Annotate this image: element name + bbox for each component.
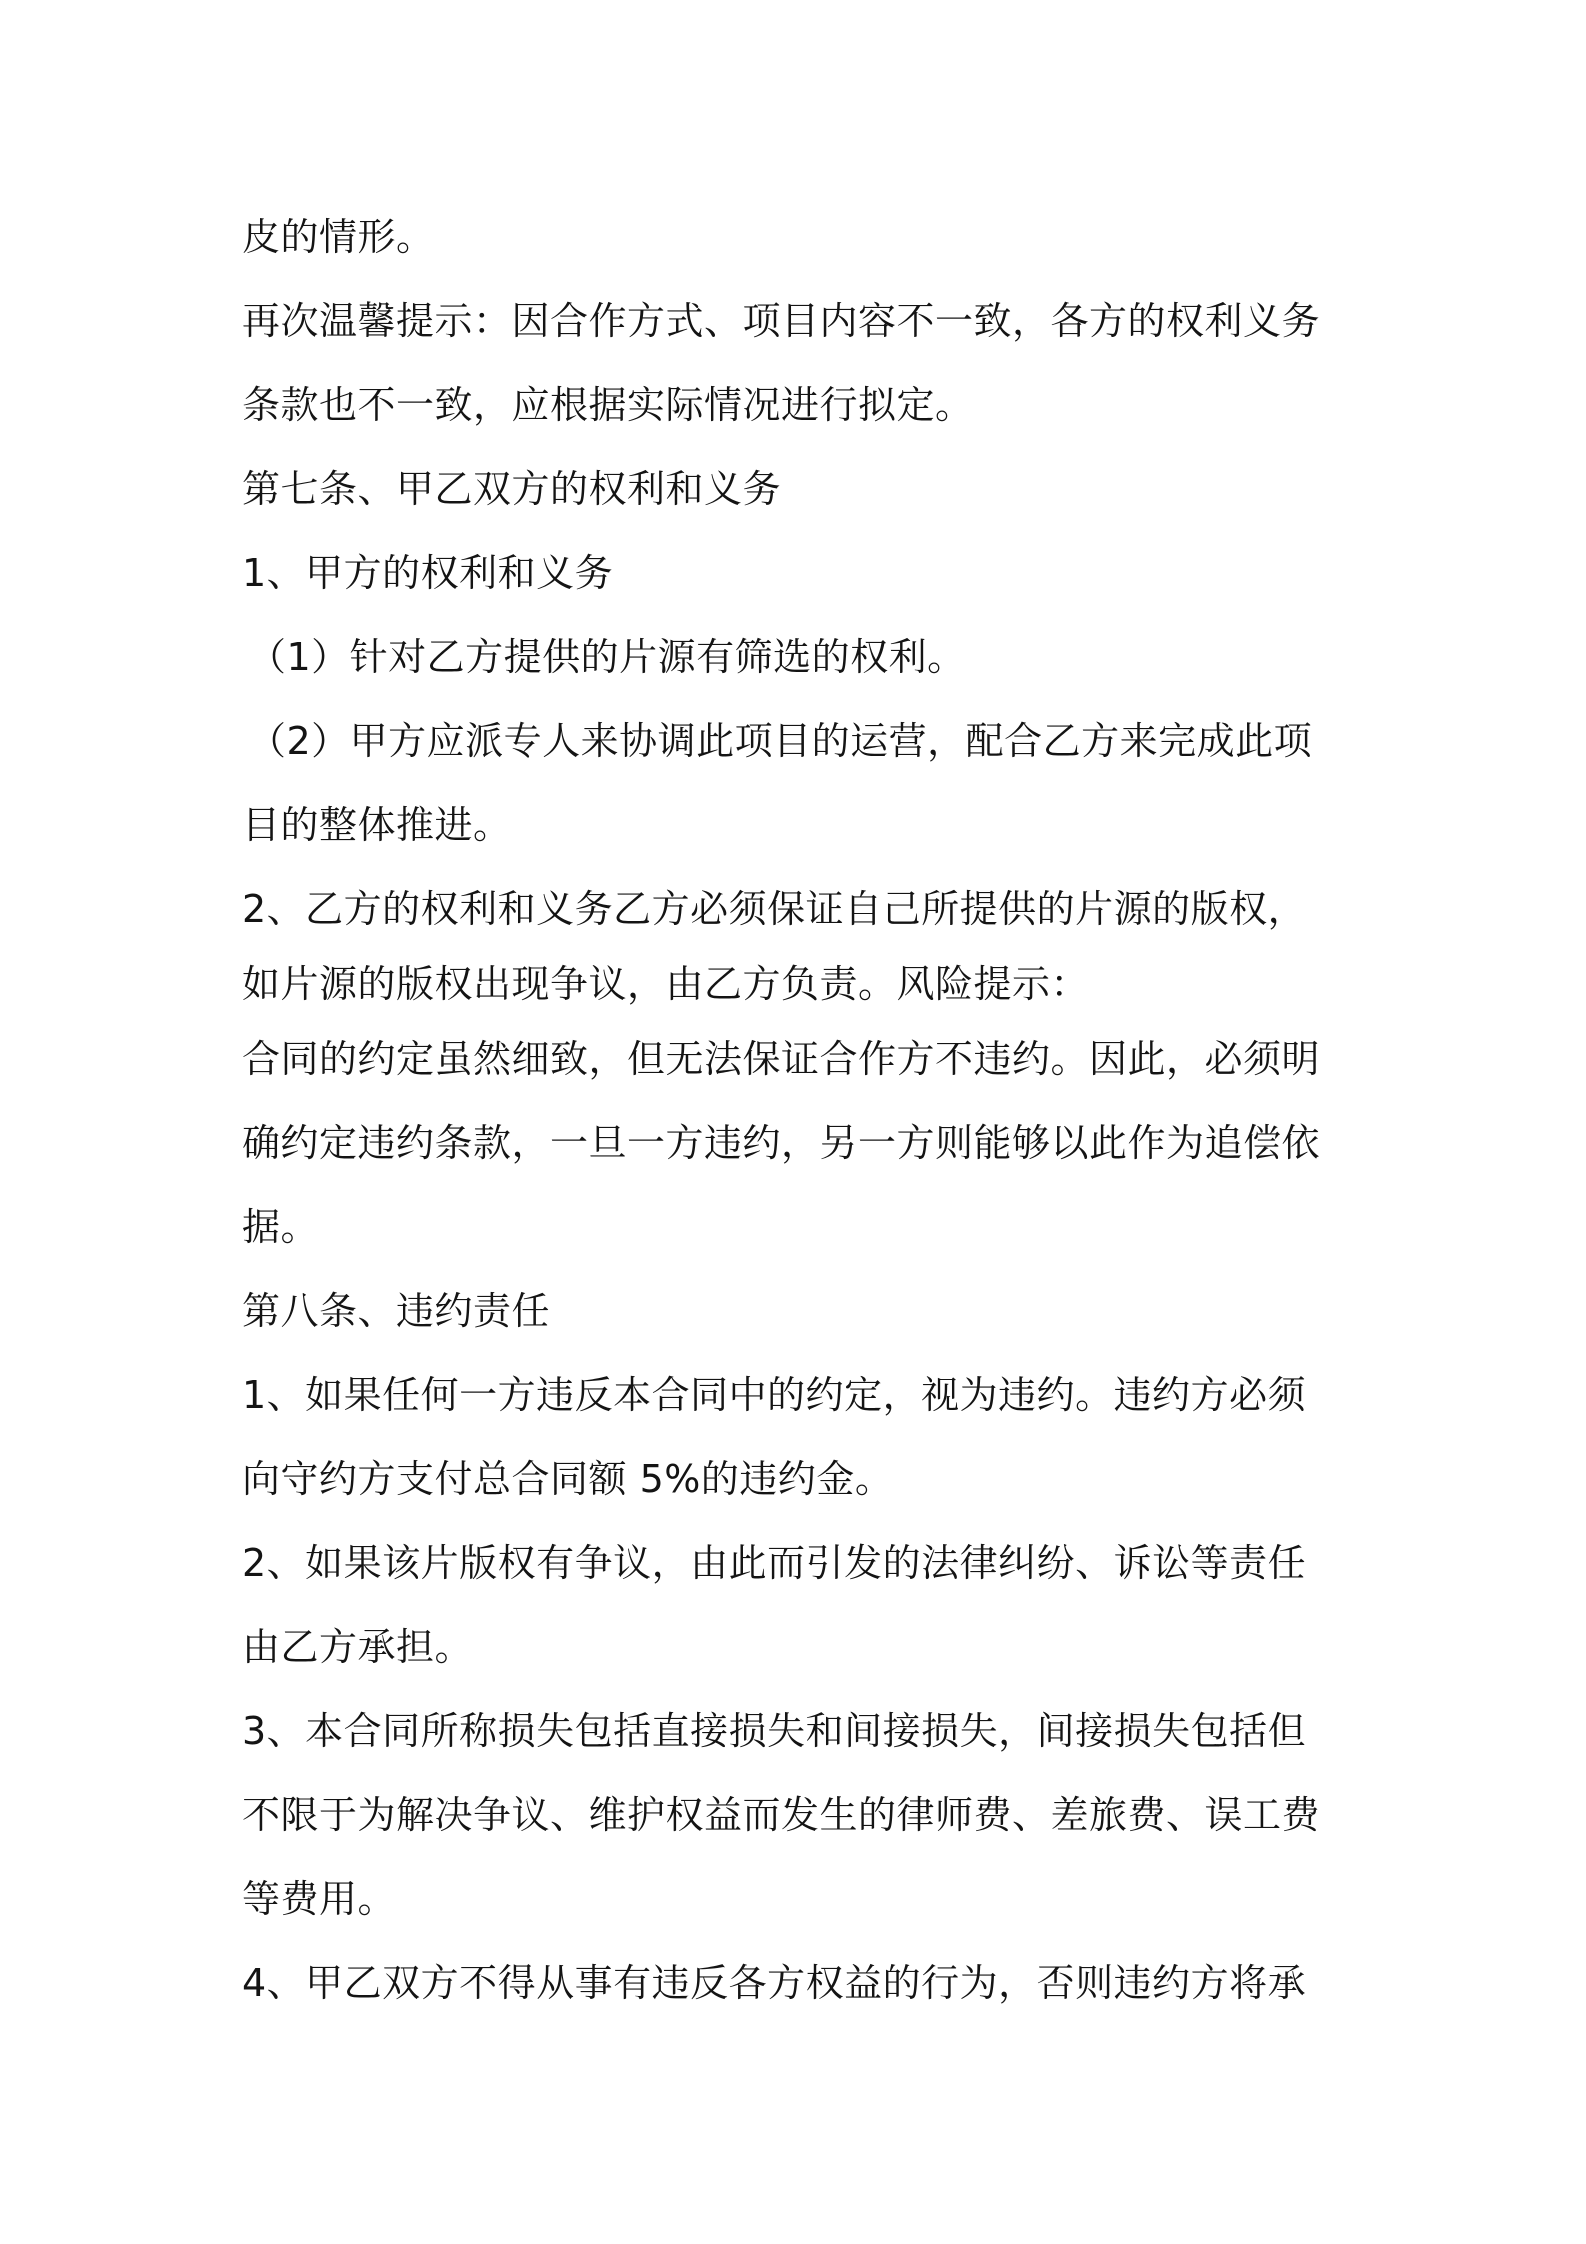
list-item: 4、甲乙双方不得从事有违反各方权益的行为，否则违约方将承 xyxy=(242,1961,1307,2005)
text-line: 如片源的版权出现争议，由乙方负责。风险提示： xyxy=(242,962,1090,1006)
list-item: 1、如果任何一方违反本合同中的约定，视为违约。违约方必须 xyxy=(242,1373,1307,1417)
section-heading-article-7: 第七条、甲乙双方的权利和义务 xyxy=(242,467,782,511)
text-line: 确约定违约条款，一旦一方违约，另一方则能够以此作为追偿依 xyxy=(242,1121,1321,1165)
text-line: 皮的情形。 xyxy=(242,215,435,259)
list-item: （2）甲方应派专人来协调此项目的运营，配合乙方来完成此项 xyxy=(248,719,1313,763)
list-item: 2、如果该片版权有争议，由此而引发的法律纠纷、诉讼等责任 xyxy=(242,1541,1307,1585)
text-line: 再次温馨提示：因合作方式、项目内容不一致，各方的权利义务 xyxy=(242,299,1321,343)
subheading-party-b: 2、乙方的权利和义务乙方必须保证自己所提供的片源的版权， xyxy=(242,887,1307,931)
list-item: （1）针对乙方提供的片源有筛选的权利。 xyxy=(248,635,966,679)
text-line: 条款也不一致，应根据实际情况进行拟定。 xyxy=(242,383,974,427)
text-line: 目的整体推进。 xyxy=(242,803,512,847)
text-line: 由乙方承担。 xyxy=(242,1625,474,1669)
list-item: 3、本合同所称损失包括直接损失和间接损失，间接损失包括但 xyxy=(242,1709,1307,1753)
subheading-party-a: 1、甲方的权利和义务 xyxy=(242,551,614,595)
text-line: 向守约方支付总合同额 5%的违约金。 xyxy=(242,1457,894,1501)
document-body xyxy=(242,195,1362,2025)
text-line: 合同的约定虽然细致，但无法保证合作方不违约。因此，必须明 xyxy=(242,1037,1321,1081)
text-line: 不限于为解决争议、维护权益而发生的律师费、差旅费、误工费 xyxy=(242,1793,1321,1837)
section-heading-article-8: 第八条、违约责任 xyxy=(242,1289,551,1333)
text-line: 据。 xyxy=(242,1205,320,1249)
text-line: 等费用。 xyxy=(242,1877,397,1921)
